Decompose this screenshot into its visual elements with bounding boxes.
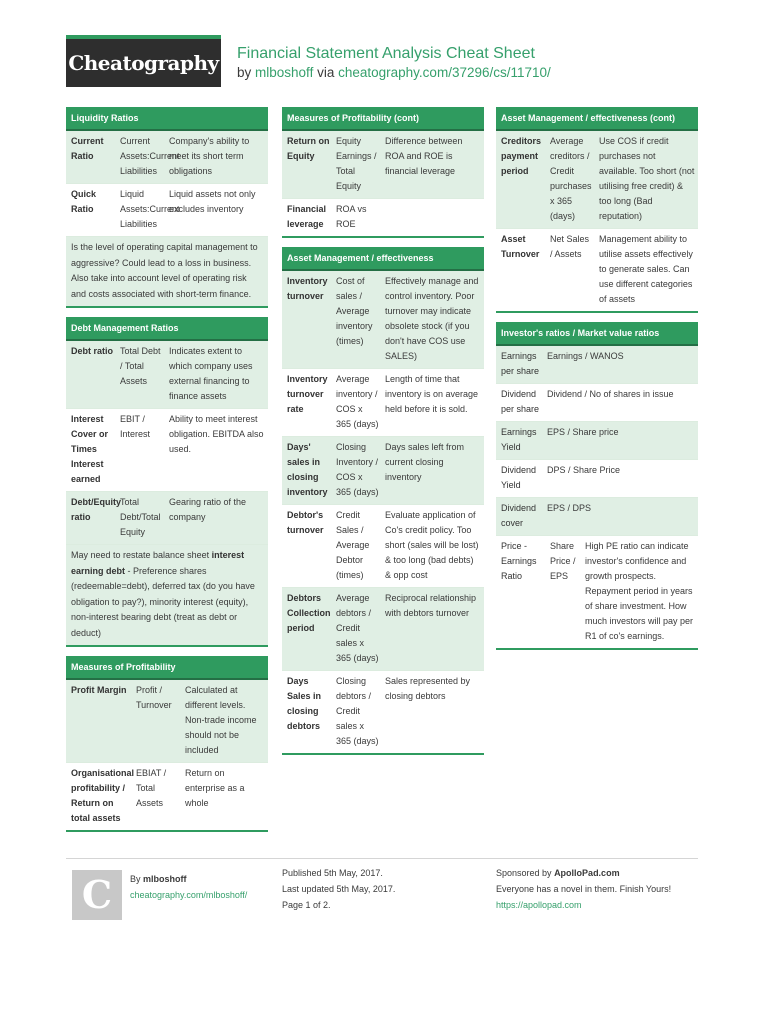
liquidity-ratios-section (66, 107, 268, 308)
description: Liquid assets not only excludes inventory (169, 189, 256, 214)
formula: Equity Earnings / Total Equity (336, 136, 377, 191)
table-row (282, 369, 484, 437)
table-row (282, 671, 484, 755)
section-note (66, 545, 268, 647)
section-title: Measures of Profitability (66, 656, 268, 680)
author-name[interactable]: mlboshoff (143, 874, 187, 884)
description: Gearing ratio of the company (169, 497, 247, 522)
table-row (496, 131, 698, 229)
description: Sales represented by closing debtors (385, 676, 471, 701)
footer-dates (282, 865, 492, 913)
column-1 (66, 107, 268, 841)
note-bold-text: interest earning debt (71, 550, 245, 576)
table-row (496, 422, 698, 460)
page-number: Page 1 of 2. (282, 900, 331, 910)
formula: Net Sales / Assets (550, 234, 590, 259)
formula: EPS / Share price (547, 427, 619, 437)
footer-sponsor (496, 865, 706, 913)
table-row (496, 229, 698, 313)
note-text: - Preference shares (redeemable=debt), deferred tax (do you have obligation to pay?), minority interest (equity), non-interest bearing debt (treat as debt or deduct) (71, 565, 255, 638)
author-link[interactable]: mlboshoff (255, 65, 314, 80)
term: Dividend Yield (501, 465, 537, 490)
table-row (282, 199, 484, 238)
title-block (237, 44, 551, 82)
description: Days sales left from current closing inventory (385, 442, 465, 482)
formula: Earnings / WANOS (547, 351, 624, 361)
sheet-title: Financial Statement Analysis Cheat Sheet (237, 45, 535, 62)
formula: Dividend / No of shares in issue (547, 389, 674, 399)
description: Effectively manage and control inventory. Poor turnover may indicate obsolete stock (if you don't have COS use SALES) (385, 276, 479, 361)
term: Debtors Collection period (287, 593, 331, 633)
term: Debt/Equity ratio (71, 497, 122, 522)
term: Organisational profitability / Return on total assets (71, 768, 135, 823)
cheatography-logo[interactable]: Cheatography (66, 35, 221, 87)
description: Company's ability to meet its short term obligations (169, 136, 250, 176)
column-3 (496, 107, 698, 659)
term: Earnings Yield (501, 427, 537, 452)
table-row (66, 680, 268, 763)
term: Current Ratio (71, 136, 104, 161)
section-title: Asset Management / effectiveness (282, 247, 484, 271)
table-row (282, 131, 484, 199)
table-row (282, 588, 484, 671)
formula: Total Debt / Total Assets (120, 346, 161, 386)
formula: DPS / Share Price (547, 465, 621, 475)
sponsored-label: Sponsored by (496, 868, 552, 878)
section-title: Measures of Profitability (cont) (282, 107, 484, 131)
formula: EBIAT / Total Assets (136, 768, 167, 808)
table-row (66, 492, 268, 545)
term: Quick Ratio (71, 189, 97, 214)
term: Return on Equity (287, 136, 330, 161)
term: Profit Margin (71, 685, 127, 695)
formula: Closing Inventory / COS x 365 (days) (336, 442, 379, 497)
section-title: Debt Management Ratios (66, 317, 268, 341)
term: Asset Turnover (501, 234, 540, 259)
sponsor-tagline: Everyone has a novel in them. Finish Yours! (496, 884, 672, 894)
description: Indicates extent to which company uses external financing to finance assets (169, 346, 253, 401)
description: Management ability to utilise assets effectively to generate sales. Can use different categories of assets (599, 234, 693, 304)
term: Earnings per share (501, 351, 540, 376)
table-row (66, 409, 268, 492)
sponsor-name[interactable]: ApolloPad.com (554, 868, 620, 878)
term: Days Sales in closing debtors (287, 676, 322, 731)
term: Inventory turnover (287, 276, 328, 301)
term: Debtor's turnover (287, 510, 324, 535)
formula: Share Price / EPS (550, 541, 576, 581)
description: Ability to meet interest obligation. EBITDA also used. (169, 414, 264, 454)
formula: Average inventory / COS x 365 (days) (336, 374, 379, 429)
author-url-link[interactable]: cheatography.com/mlboshoff/ (130, 890, 248, 900)
description: Use COS if credit purchases not available. Too short (not utilising free credit) & too long (Bad reputation) (599, 136, 695, 221)
term: Dividend cover (501, 503, 537, 528)
debt-management-section (66, 317, 268, 647)
description: Evaluate application of Co's credit policy. Too short (sales will be lost) & too long (bad debts) & opp cost (385, 510, 479, 580)
section-title: Liquidity Ratios (66, 107, 268, 131)
section-title: Asset Management / effectiveness (cont) (496, 107, 698, 131)
table-row (496, 384, 698, 422)
profitability-cont-section (282, 107, 484, 238)
updated-date: Last updated 5th May, 2017. (282, 884, 396, 894)
sheet-url-link[interactable]: cheatography.com/37296/cs/11710/ (338, 65, 551, 80)
column-2 (282, 107, 484, 764)
table-row (496, 346, 698, 384)
table-row (496, 460, 698, 498)
formula: Average debtors / Credit sales x 365 (days) (336, 593, 379, 663)
page-footer (66, 858, 698, 917)
formula: Credit Sales / Average Debtor (times) (336, 510, 370, 580)
description: High PE ratio can indicate investor's confidence and growth prospects. Repayment period in years of share investment. How much investors will pay per R1 of co's earnings. (585, 541, 694, 641)
byline (237, 64, 551, 82)
term: Debt ratio (71, 346, 114, 356)
asset-management-cont-section (496, 107, 698, 313)
note-text: May need to restate balance sheet (71, 550, 212, 560)
formula: Liquid Assets:Current Liabilities (120, 189, 180, 229)
table-row (66, 341, 268, 409)
section-title: Investor's ratios / Market value ratios (496, 322, 698, 346)
formula: EBIT / Interest (120, 414, 151, 439)
description: Calculated at different levels. Non-trade income should not be included (185, 685, 257, 755)
table-row (282, 271, 484, 369)
table-row (282, 505, 484, 588)
formula: Cost of sales / Average inventory (times) (336, 276, 373, 346)
sponsor-line (496, 865, 706, 881)
term: Interest Cover or Times Interest earned (71, 414, 109, 484)
investor-ratios-section (496, 322, 698, 650)
formula: Current Assets:Current Liabilities (120, 136, 180, 176)
description: Length of time that inventory is on average held before it is sold. (385, 374, 479, 414)
description: Difference between ROA and ROE is financial leverage (385, 136, 463, 176)
author-info (130, 871, 280, 903)
formula: EPS / DPS (547, 503, 592, 513)
section-note: Is the level of operating capital management to aggressive? Could lead to a loss in business. Also take into account level of operating risk and costs associated with short-term finance. (66, 237, 268, 308)
term: Inventory turnover rate (287, 374, 328, 414)
sponsor-url-link[interactable]: https://apollopad.com (496, 900, 582, 910)
table-row (496, 536, 698, 650)
asset-management-section (282, 247, 484, 755)
table-row (496, 498, 698, 536)
by-label: by (237, 65, 252, 80)
term: Creditors payment period (501, 136, 542, 176)
avatar[interactable]: C (72, 870, 122, 920)
formula: Profit / Turnover (136, 685, 172, 710)
table-row (282, 437, 484, 505)
published-date: Published 5th May, 2017. (282, 868, 383, 878)
term: Dividend per share (501, 389, 540, 414)
description: Reciprocal relationship with debtors turnover (385, 593, 477, 618)
formula: Total Debt/Total Equity (120, 497, 161, 537)
term: Financial leverage (287, 204, 327, 229)
table-row (66, 763, 268, 832)
author-line (130, 871, 280, 887)
formula: Closing debtors / Credit sales x 365 (days) (336, 676, 379, 746)
via-label: via (317, 65, 335, 80)
term: Price - Earnings Ratio (501, 541, 537, 581)
table-row (66, 131, 268, 184)
by-label: By (130, 874, 141, 884)
formula: Average creditors / Credit purchases x 365 (days) (550, 136, 592, 221)
formula: ROA vs ROE (336, 204, 367, 229)
description (383, 202, 484, 232)
profitability-section (66, 656, 268, 832)
description: Return on enterprise as a whole (185, 768, 245, 808)
term: Days' sales in closing inventory (287, 442, 328, 497)
table-row (66, 184, 268, 237)
